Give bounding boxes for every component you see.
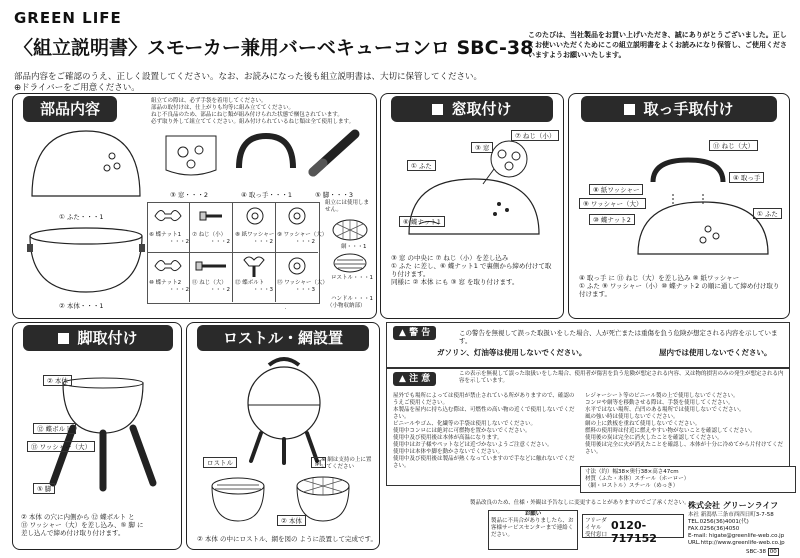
handle-illustration <box>235 132 297 172</box>
net-label: 網・・・1 <box>341 244 367 250</box>
screw-large-icon <box>194 259 228 273</box>
brand-logo: GREEN LIFE <box>14 9 122 27</box>
handle-washer-label: ⑨ ワッシャー（大） <box>579 198 646 209</box>
page-title: 〈組立説明書〉スモーカー兼用バーベキューコンロ SBC-38 <box>14 37 534 59</box>
wing-bolt-label: ⑫ 蝶ボルト ・・・3 <box>235 280 273 293</box>
grate-grate-label: ロストル <box>203 457 237 468</box>
screwdriver-note: ⊕ドライバーをご用意ください。 <box>14 83 140 93</box>
window-install-panel <box>380 93 564 319</box>
window-lid-label: ① ふた <box>407 160 436 171</box>
improvement-notice: 製品改良のため、仕様・外観は予告なしに変更することがありますのでご了承ください。 <box>470 500 690 506</box>
window-nut-label: ⑥ 蝶ナット1 <box>399 216 445 227</box>
handle-paper-label: ⑧ 紙ワッシャー <box>589 184 643 195</box>
wing-bolt-icon <box>241 254 267 278</box>
wingnut1-icon <box>153 206 183 226</box>
screw-large-label: ⑪ ねじ（大） ・・・2 <box>192 280 230 293</box>
grate-net-label: 網 <box>311 457 326 468</box>
caution-list-left: 屋外でも場所によっては使用が禁止されている所がありますので、確認のうえご使用ください。 本製品を屋内に持ち込む際は、可燃性の高い物の近くで使用しないでください。 ビニールやゴム、化繊等の手袋は使用しないでください。 使用中コンロには絶対に可燃物を置かないでください。 使用中及び使用後は本体が高温になります。 使用中はお子様やペットなどは近づかないようご注意ください。 使用中は本体や脚を動かさないでください。 使用中及び使用後は製品が熱くなっていますので手などに触れないでください。 <box>393 393 575 469</box>
legs-bolt-label: ⑫ 蝶ボルト <box>33 423 76 434</box>
phone-label: フリーダイヤル 受付窓口 <box>585 518 608 538</box>
phone-number[interactable]: 0120-717152 <box>611 519 657 545</box>
handle-nut-label: ⑩ 蝶ナット2 <box>589 214 635 225</box>
grate-instructions: ② 本体 の中にロストル、網を図の ように設置して完成です。 <box>197 535 377 543</box>
legs-install-title: 脚取付け <box>23 325 173 351</box>
handle-install-panel <box>568 93 790 319</box>
washer-large2-icon <box>287 256 307 276</box>
handle-part-note: （小物収納部） <box>327 303 366 309</box>
caution-text: この表示を無視して誤った取扱いをした場合、使用者が傷害を負う危険が想定される内容、又は物的損害のみの発生が想定される内容を示しています。 <box>459 371 784 384</box>
request-box <box>488 510 578 550</box>
parts-title: 部品内容 <box>23 96 117 122</box>
handle-label: ④ 取っ手・・・1 <box>241 191 293 199</box>
paper-washer-label: ⑧ 紙ワッシャー ・・・2 <box>235 232 275 245</box>
screw-small-icon <box>198 209 224 223</box>
intro-text: このたびは、当社製品をお買い上げいただき、誠にありがとうございました。正しくお使いいただくためにこの組立説明書をよくお読みになり保管し、ご使用くださいますようお願いいたします。 <box>528 31 787 59</box>
legs-body-label: ② 本体 <box>43 375 72 386</box>
warning-item-gasoline: ガソリン、灯油等は使用しないでください。 <box>437 348 587 357</box>
grate-illustration <box>331 252 369 274</box>
warning-badge: ▲ 警 告 <box>393 326 436 340</box>
wingnut2-icon <box>153 256 183 276</box>
grate-label: ロストル・・・1 <box>331 275 373 281</box>
request-title: お願い <box>524 511 542 517</box>
net-illustration <box>331 218 369 242</box>
box-note: 組立には使用しません。 <box>325 200 370 213</box>
washer-large-label: ⑨ ワッシャー（大） ・・・2 <box>277 232 328 245</box>
screw-small-label: ⑦ ねじ（小） ・・・2 <box>192 232 230 245</box>
grate-install-title: ロストル・網設置 <box>197 325 369 351</box>
body-label: ② 本体・・・1 <box>59 302 104 310</box>
window-illustration <box>161 126 221 180</box>
model-code: SBC-38 00 <box>746 549 777 555</box>
grill-assembled-diagram <box>239 353 329 463</box>
company-address: 本社 新潟県三条市西四日町3-7-58 TEL.0256(36)4001(代) FAX.0256(36)4050 E-mail: higate@greenlife-web.co.jp URL.http://www.greenlife-web.co.jp <box>688 512 785 546</box>
warning-text: この警告を無視して誤った取扱いをした場合、人が死亡または重傷を負う危険が想定される内容を示しています。 <box>459 329 778 345</box>
lid-illustration <box>27 126 145 206</box>
request-text: 製品に不具合がありましたら、お客様サービスセンターまで連絡ください。 <box>491 518 574 538</box>
window-label: ③ 窓・・・2 <box>170 191 209 199</box>
handle-install-title: 取っ手取付け <box>581 96 777 122</box>
phone-box <box>582 514 684 545</box>
wingnut2-label: ⑩ 蝶ナット2 ・・・2 <box>149 280 189 293</box>
window-window-label: ③ 窓 <box>471 142 493 153</box>
legs-instructions: ② 本体 の穴に内側から ⑫ 蝶ボルト と ⑬ ワッシャー（大）を差し込み、⑤ 脚 に 差し込んで締め付け取り付けます。 <box>21 513 144 537</box>
parts-notice: 組立ての際は、必ず手袋を着用してください。 部品の取付けは、仕上がりも均等に組み立ててください。 ねじ不良品のため、部品にねじ類が組み付けられた状態で梱包されています。 必ず取り外して組立ててください。組み付けられているねじ類は全て使用します。 <box>151 98 355 125</box>
grate-install-panel <box>186 322 380 550</box>
parts-panel <box>12 93 377 319</box>
spec-parts-label <box>588 476 589 477</box>
legs-install-panel <box>12 322 182 550</box>
legs-leg-label: ⑤ 脚 <box>33 483 55 494</box>
grate-body-label: ② 本体 <box>277 515 306 526</box>
check-parts-note: 部品内容をご確認のうえ、正しく設置してください。なお、お読みになった後も組立説明書は、大切に保管してください。 <box>14 72 483 82</box>
handle-lid-label: ① ふた <box>753 208 782 219</box>
company-name: 株式会社 グリーンライフ <box>688 501 779 510</box>
window-instructions: ③ 窓 の中央に ⑦ ねじ（小）を差し込み ① ふた に差し、⑥ 蝶ナット1 で裏側から締め付けて取り付けます。 同様に ② 本体 にも ③ 窓 を取り付けます。 <box>391 254 552 286</box>
caution-list-right: レジャーシート等のビニール製の上で使用しないでください。 コンロや網等を移動させる際は、手袋を使用してください。 水平ではない場所、凸凹のある場所では使用しないでください。 風の強い時は使用しないでください。 網の上に鉄板を重ねて使用しないでください。 燃料の使用時は付近に燃えやすい物がないことを確認してください。 使用後の炭は完全に消火したことを確認してください。 使用後は完全に火が消えたことを確認し、本体が十分に冷めてから片付けてください。 <box>585 393 784 455</box>
spec-table: 寸法（約）幅38×奥行38×高さ47cm 材質（ふた・本体）スチール（ホーロー） （網・ロストル）スチール（めっき） <box>580 466 796 493</box>
handle-install-diagram <box>633 154 773 264</box>
wingnut1-label: ⑥ 蝶ナット1 ・・・2 <box>149 232 189 245</box>
washer-large2-label: ⑬ ワッシャー（大） ・・・3 <box>277 280 328 293</box>
handle-handle-label: ④ 取っ手 <box>729 172 764 183</box>
handle-instructions: ④ 取っ手 に ⑪ ねじ（大）を差し込み ⑧ 紙ワッシャー ① ふた ⑨ ワッシャー（小）⑩ 蝶ナット2 の順に通して締め付け取り付けます。 <box>579 274 780 298</box>
warning-item-indoor: 屋内では使用しないでください。 <box>659 348 772 357</box>
paper-washer-icon <box>245 206 265 226</box>
legs-washer-label: ⑬ ワッシャー（大） <box>27 441 95 452</box>
lid-label: ① ふた・・・1 <box>59 213 104 221</box>
washer-large-icon <box>287 206 307 226</box>
body-illustration <box>27 226 145 296</box>
handle-screw-label: ⑪ ねじ（大） <box>709 140 758 151</box>
parts-footnote <box>285 308 286 309</box>
warning-section <box>386 322 790 368</box>
leg-illustration <box>305 128 365 178</box>
window-screw-label: ⑦ ねじ（小） <box>511 130 559 141</box>
caution-badge: ▲ 注 意 <box>393 372 436 386</box>
handle-part-label: ハンドル・・・1 <box>331 296 373 302</box>
leg-label: ⑤ 脚・・・3 <box>315 191 354 199</box>
window-install-title: 窓取付け <box>391 96 553 122</box>
grate-note: ※ 網は支持の上に置いてください <box>321 457 372 470</box>
